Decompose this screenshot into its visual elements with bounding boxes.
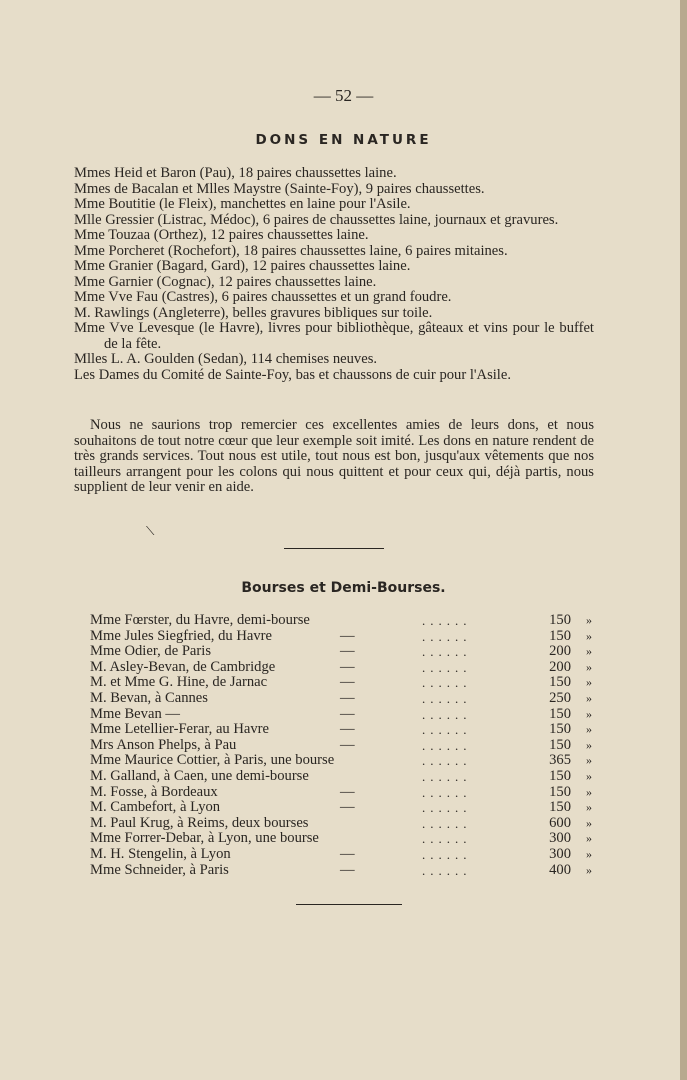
currency-mark: » [586, 613, 592, 627]
amount: 150 [549, 627, 571, 644]
stray-mark: ⟍ [146, 524, 155, 538]
leader-dots: ...... [422, 862, 472, 878]
currency-mark: » [586, 675, 592, 690]
list-item: Mlles L. A. Goulden (Sedan), 114 chemises neuves. [74, 351, 378, 367]
ditto-dash: — [340, 705, 355, 722]
amount: 150 [549, 721, 571, 738]
leader-dots: ...... [422, 675, 472, 691]
amount: 150 [549, 799, 571, 816]
leader-dots: ...... [422, 659, 472, 675]
donor-name: Mrs Anson Phelps, à Pau [90, 736, 237, 753]
list-item: Mme Vve Levesque (le Havre), livres pour bibliothèque, gâteaux et vins pour le buffet de la fête. [74, 320, 594, 352]
table-row [90, 800, 610, 816]
donor-name: Mme Maurice Cottier, à Paris, une bourse [90, 752, 335, 769]
donor-name: Mme Odier, de Paris [90, 643, 212, 660]
bourses-table [90, 613, 610, 878]
currency-mark: » [586, 815, 592, 830]
leader-dots: ...... [422, 737, 472, 753]
table-row [90, 753, 610, 769]
list-item: Mmes de Bacalan et Mlles Maystre (Sainte-Foy), 9 paires chaussettes. [74, 180, 485, 197]
leader-dots: ...... [422, 706, 472, 722]
amount: 365 [549, 752, 571, 769]
amount: 300 [549, 830, 571, 847]
table-row [90, 738, 610, 754]
page-edge [680, 0, 687, 1080]
leader-dots: ...... [422, 722, 472, 738]
list-item: Mlle Gressier (Listrac, Médoc), 6 paires de chaussettes laine, journaux et gravures. [74, 211, 559, 228]
leader-dots: ...... [422, 690, 472, 706]
ditto-dash: — [340, 845, 355, 862]
currency-mark: » [586, 706, 592, 721]
currency-mark: » [586, 722, 592, 737]
donor-name: Mme Fœrster, du Havre, demi-bourse [90, 612, 310, 628]
leader-dots: ...... [422, 784, 472, 800]
table-row [90, 707, 610, 723]
currency-mark: » [586, 862, 592, 877]
ditto-dash: — [340, 643, 355, 660]
ditto-dash: — [340, 799, 355, 816]
table-row [90, 816, 610, 832]
ditto-dash: — [340, 721, 355, 738]
leader-dots: ...... [422, 768, 472, 784]
table-row [90, 847, 610, 863]
leader-dots: ...... [422, 613, 472, 628]
amount: 150 [549, 612, 571, 628]
leader-dots: ...... [422, 846, 472, 862]
table-row [90, 722, 610, 738]
leader-dots: ...... [422, 815, 472, 831]
currency-mark: » [586, 628, 592, 643]
list-item: Mme Granier (Bagard, Gard), 12 paires chaussettes laine. [74, 258, 411, 274]
table-row [90, 660, 610, 676]
leader-dots: ...... [422, 644, 472, 660]
leader-dots: ...... [422, 831, 472, 847]
table-row [90, 675, 610, 691]
currency-mark: » [586, 659, 592, 674]
currency-mark: » [586, 753, 592, 768]
list-item: Mme Boutitie (le Fleix), manchettes en laine pour l'Asile. [74, 196, 411, 212]
amount: 300 [549, 845, 571, 862]
page-number: — 52 — [313, 86, 374, 105]
donor-name: Mme Letellier-Ferar, au Havre [90, 721, 270, 738]
divider [296, 904, 402, 905]
amount: 150 [549, 783, 571, 800]
donor-name: M. et Mme G. Hine, de Jarnac [90, 674, 268, 691]
currency-mark: » [586, 737, 592, 752]
leader-dots: ...... [422, 753, 472, 769]
donor-name: M. Paul Krug, à Reims, deux bourses [90, 814, 309, 831]
amount: 150 [549, 736, 571, 753]
divider [284, 548, 384, 549]
amount: 250 [549, 689, 571, 706]
amount: 150 [549, 674, 571, 691]
ditto-dash: — [340, 736, 355, 753]
table-row [90, 785, 610, 801]
ditto-dash: — [340, 689, 355, 706]
amount: 200 [549, 658, 571, 675]
leader-dots: ...... [422, 800, 472, 816]
currency-mark: » [586, 800, 592, 815]
ditto-dash: — [340, 674, 355, 691]
section-title-dons: DONS EN NATURE [255, 132, 432, 148]
list-item: Mme Porcheret (Rochefort), 18 paires chaussettes laine, 6 paires mitaines. [74, 242, 508, 259]
donor-name: Mme Jules Siegfried, du Havre [90, 627, 272, 644]
ditto-dash: — [340, 627, 355, 644]
list-item: Mmes Heid et Baron (Pau), 18 paires chaussettes laine. [74, 165, 397, 181]
leader-dots: ...... [422, 628, 472, 644]
donor-name: Mme Schneider, à Paris [90, 861, 229, 878]
list-item: Mme Touzaa (Orthez), 12 paires chaussettes laine. [74, 227, 369, 243]
currency-mark: » [586, 644, 592, 659]
amount: 150 [549, 767, 571, 784]
currency-mark: » [586, 690, 592, 705]
list-item: M. Rawlings (Angleterre), belles gravures bibliques sur toile. [74, 304, 433, 321]
currency-mark: » [586, 831, 592, 846]
table-row [90, 613, 610, 629]
thanks-paragraph: Nous ne saurions trop remercier ces excellentes amies de leurs dons, et nous souhaitons de tout notre cœur que leur exemple soit imité. Les dons en nature rendent de très grands services. Tout nous est utile, tout nous est bon, jusqu'aux vêtements que nos tailleurs arrangent pour les colons qui nous quittent et pour ceux qui, déjà partis, nous supplient de leur venir en aide. [74, 417, 594, 495]
dons-list [74, 166, 594, 383]
ditto-dash: — [340, 658, 355, 675]
donor-name: M. Asley-Bevan, de Cambridge [90, 658, 276, 675]
donor-name: M. Fosse, à Bordeaux [90, 783, 218, 800]
table-row [90, 691, 610, 707]
donor-name: M. Galland, à Caen, une demi-bourse [90, 767, 309, 784]
donor-name: Mme Forrer-Debar, à Lyon, une bourse [90, 830, 319, 847]
table-row [90, 629, 610, 645]
table-row [90, 769, 610, 785]
table-row [90, 644, 610, 660]
donor-name: M. Bevan, à Cannes [90, 689, 208, 706]
list-item: Mme Vve Fau (Castres), 6 paires chaussettes et un grand foudre. [74, 289, 452, 305]
list-item: Mme Garnier (Cognac), 12 paires chaussettes laine. [74, 273, 377, 290]
currency-mark: » [586, 846, 592, 861]
currency-mark: » [586, 784, 592, 799]
amount: 400 [549, 861, 571, 878]
amount: 150 [549, 705, 571, 722]
donor-name: M. H. Stengelin, à Lyon [90, 845, 231, 862]
ditto-dash: — [340, 861, 355, 878]
ditto-dash: — [340, 783, 355, 800]
donor-name: Mme Bevan — [90, 705, 180, 722]
list-item: Les Dames du Comité de Sainte-Foy, bas et chaussons de cuir pour l'Asile. [74, 366, 511, 383]
currency-mark: » [586, 768, 592, 783]
donor-name: M. Cambefort, à Lyon [90, 799, 221, 816]
section-title-bourses: Bourses et Demi-Bourses. [241, 580, 446, 596]
table-row [90, 831, 610, 847]
amount: 600 [549, 814, 571, 831]
amount: 200 [549, 643, 571, 660]
table-row [90, 863, 610, 879]
